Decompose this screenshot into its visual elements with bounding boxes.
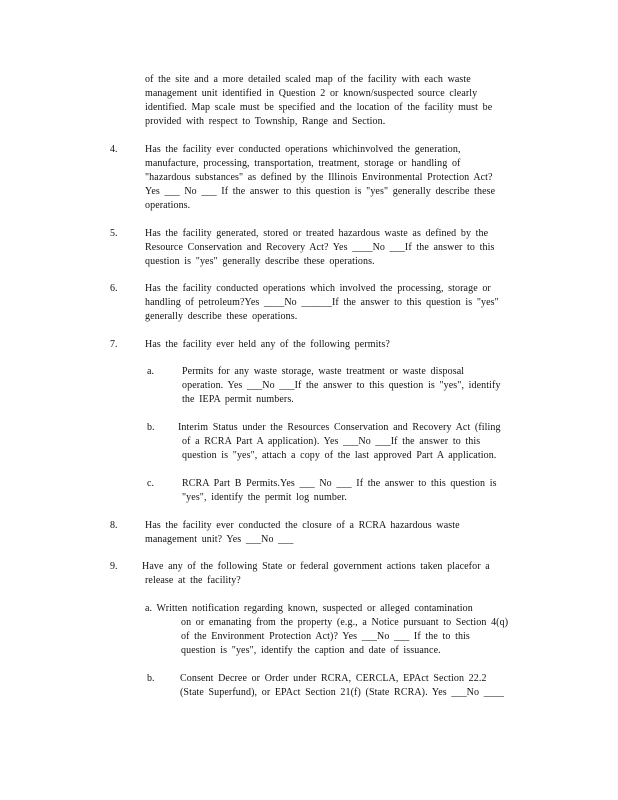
question-5 <box>145 227 494 269</box>
text-line: Consent Decree or Order under RCRA, CERCLA, EPAct Section 22.2 <box>180 673 487 684</box>
text-line: Has the facility conducted operations which involved the processing, storage or <box>145 283 491 294</box>
text-line: question is "yes", attach a copy of the last approved Part A application. <box>182 450 497 461</box>
text-line: of the site and a more detailed scaled map of the facility with each waste <box>145 74 471 85</box>
text-line: "yes", identify the permit log number. <box>182 492 347 503</box>
question-7c <box>182 477 497 505</box>
text-line: of the Environment Protection Act)? Yes ___No ___ If the to this <box>181 631 470 642</box>
question-number: 6. <box>110 283 118 294</box>
subitem-label: b. <box>147 422 155 433</box>
text-line: release at the facility? <box>145 575 241 586</box>
question-7 <box>145 338 390 352</box>
question-4 <box>145 143 495 213</box>
text-line: operations. <box>145 200 191 211</box>
text-line: identified. Map scale must be specified and the location of the facility must be <box>145 102 493 113</box>
text-line: Permits for any waste storage, waste treatment or waste disposal <box>182 366 465 377</box>
text-line: management unit identified in Question 2 or known/suspected source clearly <box>145 88 478 99</box>
question-6 <box>145 282 499 324</box>
text-line: Has the facility generated, stored or treated hazardous waste as defined by the <box>145 228 489 239</box>
subitem-label: b. <box>147 673 155 684</box>
question-9b <box>180 672 504 700</box>
question-number: 5. <box>110 228 118 239</box>
question-number: 7. <box>110 339 118 350</box>
text-line: provided with respect to Township, Range and Section. <box>145 116 386 127</box>
text-line: Has the facility ever conducted the closure of a RCRA hazardous waste <box>145 520 460 531</box>
text-line: RCRA Part B Permits.Yes ___ No ___ If the answer to this question is <box>182 478 497 489</box>
text-line: on or emanating from the property (e.g., a Notice pursuant to Section 4(q) <box>181 617 509 628</box>
subitem-label: a. <box>147 366 154 377</box>
text-line: Have any of the following State or federal government actions taken placefor a <box>142 561 490 572</box>
question-7a <box>182 365 501 407</box>
text-line: Yes ___ No ___ If the answer to this question is "yes" generally describe these <box>145 186 496 197</box>
text-line: management unit? Yes ___No ___ <box>145 534 294 545</box>
text-line: operation. Yes ___No ___If the answer to this question is "yes", identify <box>182 380 501 391</box>
text-line: question is "yes", identify the caption and date of issuance. <box>181 645 441 656</box>
intro-paragraph <box>145 73 492 129</box>
text-line: generally describe these operations. <box>145 311 298 322</box>
question-number: 4. <box>110 144 118 155</box>
question-9 <box>142 560 490 588</box>
text-line: "hazardous substances" as defined by the Illinois Environmental Protection Act? <box>145 172 493 183</box>
question-number: 9. <box>110 561 118 572</box>
text-line: question is "yes" generally describe these operations. <box>145 256 375 267</box>
text-line: Resource Conservation and Recovery Act? Yes ____No ___If the answer to this <box>145 242 495 253</box>
question-9a <box>145 602 508 658</box>
question-7b <box>178 421 501 463</box>
question-number: 8. <box>110 520 118 531</box>
text-line: (State Superfund), or EPAct Section 21(f) (State RCRA). Yes ___No ____ <box>180 687 505 698</box>
text-line: of a RCRA Part A application). Yes ___No ___If the answer to this <box>182 436 481 447</box>
text-line: Has the facility ever held any of the following permits? <box>145 339 390 350</box>
text-line: manufacture, processing, transportation, treatment, storage or handling of <box>145 158 461 169</box>
question-8 <box>145 519 460 547</box>
text-line: the IEPA permit numbers. <box>182 394 294 405</box>
text-line: a. Written notification regarding known, suspected or alleged contamination <box>145 603 473 614</box>
text-line: handling of petroleum?Yes ____No ______If the answer to this question is "yes" <box>145 297 499 308</box>
text-line: Interim Status under the Resources Conservation and Recovery Act (filing <box>178 422 501 433</box>
text-line: Has the facility ever conducted operations whichinvolved the generation, <box>145 144 461 155</box>
subitem-label: c. <box>147 478 154 489</box>
